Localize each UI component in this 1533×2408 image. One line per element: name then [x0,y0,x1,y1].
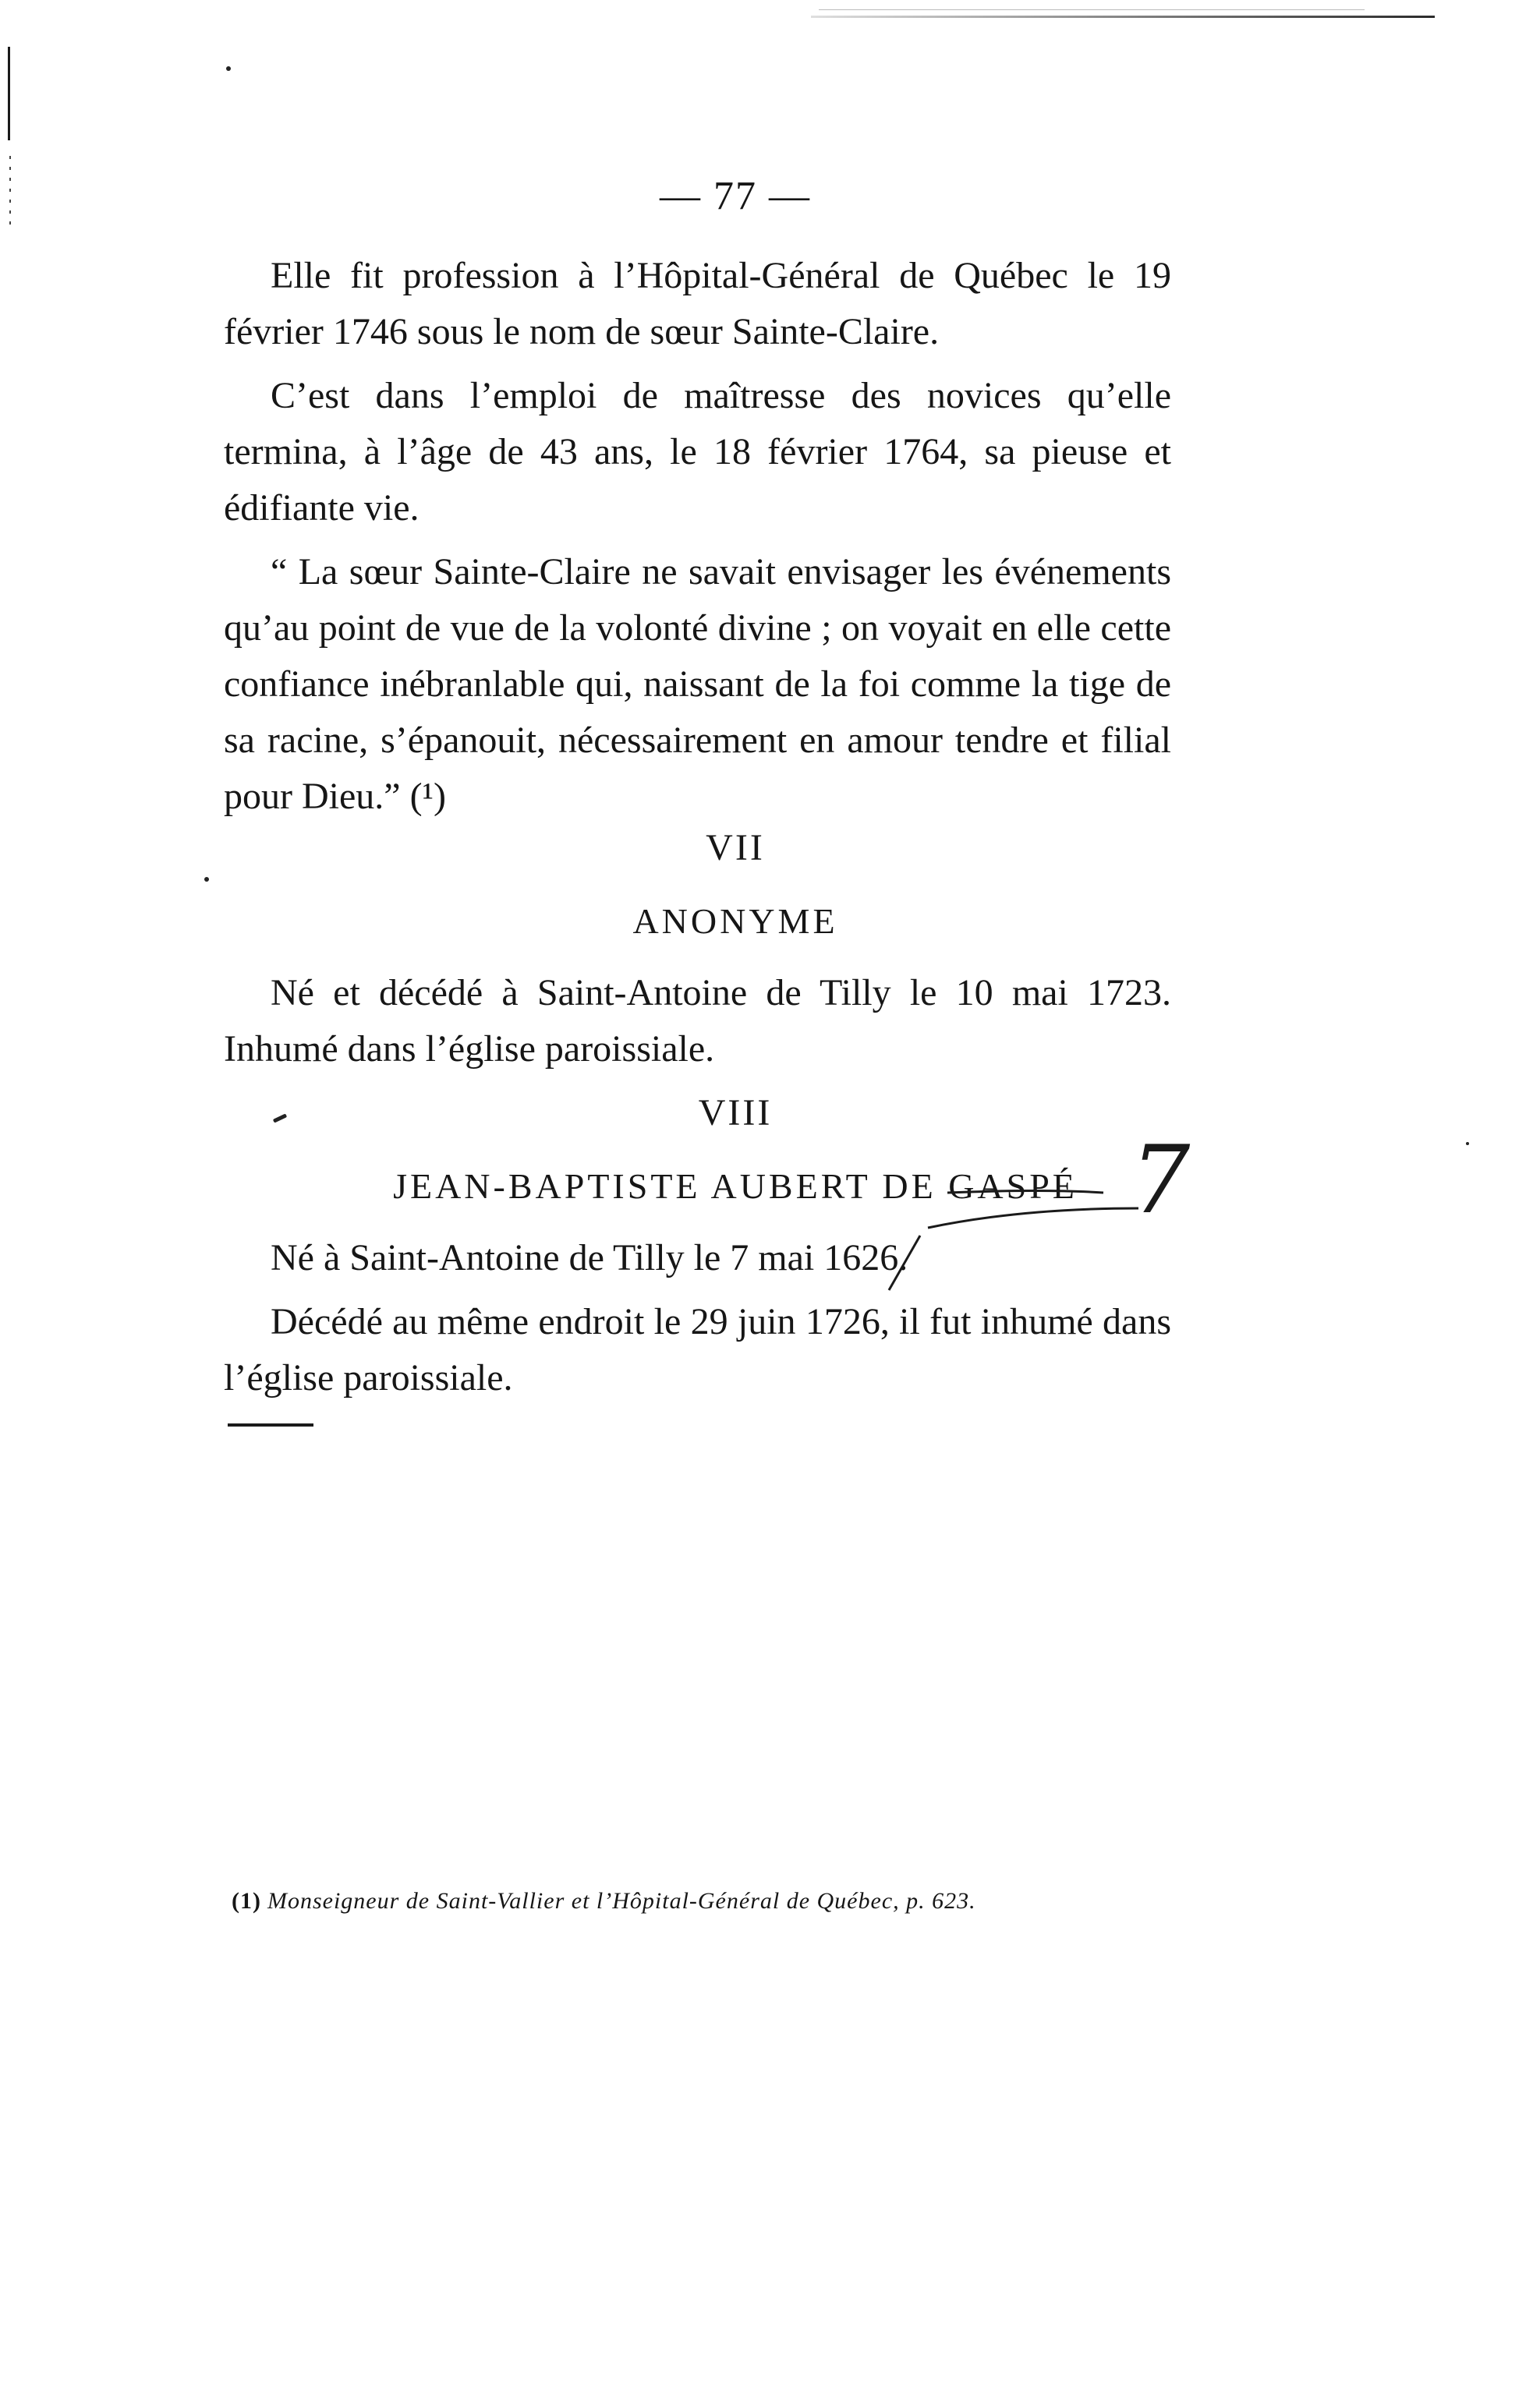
section-vii-numeral: VII [706,827,765,868]
speck [226,66,231,71]
section-vi-continuation [224,248,1171,833]
handwritten-seven: 7 [1131,1126,1191,1235]
paragraph-anonyme: Né et décédé à Saint-Antoine de Tilly le 10 mai 1723. Inhumé dans l’église paroissiale. [224,972,1171,1070]
section-viii-title: JEAN-BAPTISTE AUBERT DE GASPÉ [393,1166,1078,1206]
paragraph-profession: Elle fit profession à l’Hôpital-Général de Québec le 19 février 1746 sous le nom de sœur Sainte-Claire. [224,255,1171,352]
end-rule [228,1423,313,1427]
handwritten-stroke [928,1208,1138,1228]
top-edge-rule [811,16,1435,18]
page-number: — 77 — [660,174,811,218]
paragraph-birth: Né à Saint-Antoine de Tilly le 7 mai 1626. [271,1237,908,1278]
paragraph-quote: “ La sœur Sainte-Claire ne savait envisager les événements qu’au point de vue de la volonté divine ; on voyait en elle cette confiance inébranlable qui, naissant de la foi comme la tige de sa racine, s’épanouit, nécessairement en amour tendre et filial pour Dieu.” (¹) [224,551,1171,817]
section-vii-body [224,965,1171,1085]
speck [1466,1142,1469,1145]
binding-mark [8,47,10,140]
paragraph-death: C’est dans l’emploi de maîtresse des novices qu’elle termina, à l’âge de 43 ans, le 18 février 1764, sa pieuse et édifiante vie. [224,375,1171,529]
handwritten-correction [842,1123,1201,1310]
handwritten-underline [947,1191,1103,1193]
speck [204,877,209,882]
section-vii-title: ANONYME [632,901,838,941]
footnote [232,1888,1245,1915]
footnote-marker: (1) [232,1888,261,1914]
handwritten-slash [889,1236,920,1290]
top-edge-line [819,9,1365,10]
section-viii-numeral: VIII [698,1092,773,1133]
paragraph-burial: Décédé au même endroit le 29 juin 1726, il fut inhumé dans l’église paroissiale. [224,1301,1171,1398]
footnote-text: Monseigneur de Saint-Vallier et l’Hôpital-Général de Québec, p. 623. [267,1888,976,1914]
